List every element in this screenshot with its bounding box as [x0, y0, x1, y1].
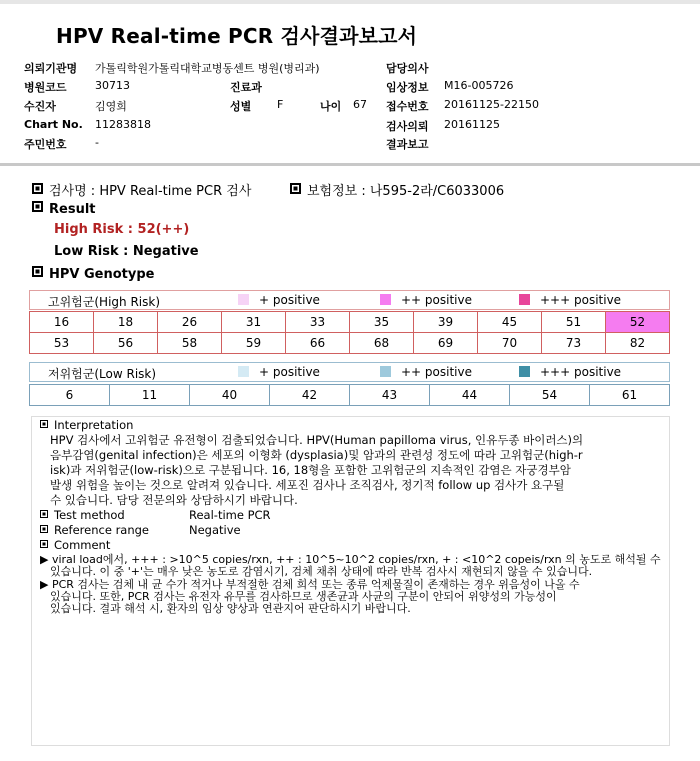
dept-label: 진료과 [230, 81, 262, 94]
high-risk-genotype-table [29, 311, 670, 354]
genotype-cell: 56 [94, 333, 158, 354]
genotype-cell: 68 [350, 333, 414, 354]
comment-heading-line [40, 538, 110, 553]
doctor-label: 담당의사 [386, 62, 429, 75]
comment-line: ▶ PCR 검사는 검체 내 균 수가 적거나 부적절한 검체 희석 또는 종류 억제물질이 존재하는 경우 위음성이 나올 수 [40, 578, 580, 591]
request-value: 20161125 [444, 118, 500, 131]
id-value: - [95, 136, 99, 149]
genotype-cell: 58 [158, 333, 222, 354]
genotype-cell: 66 [286, 333, 350, 354]
low-risk-legend-bar [29, 362, 670, 382]
legend-swatch [519, 294, 530, 305]
legend-swatch [519, 366, 530, 377]
insurance-line [290, 180, 504, 199]
genotype-cell: 73 [542, 333, 606, 354]
genotype-cell: 40 [190, 385, 270, 406]
table-row [30, 385, 670, 406]
genotype-heading-line [32, 266, 154, 282]
requester-value: 가톨릭학원가톨릭대학교병동센트 병원(병리과) [95, 62, 320, 75]
bullet-square-icon [40, 510, 48, 518]
result-heading: Result [49, 202, 96, 217]
genotype-cell: 43 [350, 385, 430, 406]
bullet-square-icon [32, 266, 43, 277]
genotype-cell: 16 [30, 312, 94, 333]
reference-label: Reference range [54, 523, 150, 537]
id-label: 주민번호 [24, 138, 67, 151]
genotype-cell: 59 [222, 333, 286, 354]
interpretation-line: 음부감염(genital infection)은 세포의 이형화 (dysplasia)및 암과의 관련성 정도에 따라 고위험군(high-r [50, 448, 583, 462]
bullet-square-icon [290, 183, 301, 194]
genotype-cell: 33 [286, 312, 350, 333]
genotype-cell: 42 [270, 385, 350, 406]
interpretation-heading-line [40, 418, 133, 433]
age-value: 67 [353, 98, 367, 111]
chart-no-value: 11283818 [95, 118, 151, 131]
interpretation-line: isk)과 저위험군(low-risk)으로 구분됩니다. 16, 18형을 포함한 고위험군의 지속적인 감염은 자궁경부암 [50, 463, 571, 477]
high-risk-group-label: 고위험군(High Risk) [48, 295, 160, 309]
comment-line: 있습니다. 결과 해석 시, 환자의 임상 양상과 연관지어 판단하시기 바랍니다. [50, 602, 411, 615]
bullet-square-icon [32, 201, 43, 212]
report-label: 결과보고 [386, 138, 429, 151]
comment-heading: Comment [54, 538, 111, 552]
legend-plus-plus-plus: +++ positive [519, 293, 621, 307]
interpretation-line: 수 있습니다. 담당 전문의와 상담하시기 바랍니다. [50, 493, 298, 507]
genotype-cell: 53 [30, 333, 94, 354]
genotype-cell: 11 [110, 385, 190, 406]
genotype-cell: 35 [350, 312, 414, 333]
high-risk-result: High Risk : 52(++) [54, 222, 190, 237]
legend-plus-plus: ++ positive [380, 293, 472, 307]
bullet-square-icon [40, 540, 48, 548]
genotype-cell: 26 [158, 312, 222, 333]
genotype-cell-positive: 52 [606, 312, 670, 333]
genotype-cell: 31 [222, 312, 286, 333]
genotype-cell: 51 [542, 312, 606, 333]
test-name: 검사명 : HPV Real-time PCR 검사 [49, 184, 252, 199]
hospital-code-value: 30713 [95, 79, 130, 92]
genotype-cell: 69 [414, 333, 478, 354]
legend-swatch [380, 294, 391, 305]
genotype-heading: HPV Genotype [49, 267, 155, 282]
genotype-cell: 39 [414, 312, 478, 333]
bullet-square-icon [32, 183, 43, 194]
test-method-line [40, 508, 125, 523]
age-label: 나이 [320, 100, 342, 113]
interpretation-line: 발생 위험을 높이는 것으로 알려져 있습니다. 세포진 검사나 조직검사, 정기적 follow up 검사가 요구될 [50, 478, 565, 492]
bullet-square-icon [40, 420, 48, 428]
requester-label: 의뢰기관명 [24, 62, 78, 75]
comment-line: 있습니다. 이 중 '+'는 매우 낮은 농도로 감염시기, 검체 채취 상태에 따라 반복 검사시 재현되지 않을 수 있습니다. [50, 565, 593, 578]
collector-label: 수진자 [24, 100, 56, 113]
test-name-line [32, 180, 251, 199]
result-heading-line [32, 201, 96, 217]
comment-line: ▶ viral load에서, +++ : >10^5 copies/rxn, ++ : 10^5~10^2 copies/rxn, + : <10^2 copeis/rxn 의 농도로 해석될 수 [40, 553, 661, 566]
legend-swatch [238, 294, 249, 305]
legend-plus-plus-plus: +++ positive [519, 365, 621, 379]
legend-swatch [238, 366, 249, 377]
bullet-square-icon [40, 525, 48, 533]
genotype-cell: 82 [606, 333, 670, 354]
high-risk-legend-bar [29, 290, 670, 310]
legend-plus-plus: ++ positive [380, 365, 472, 379]
low-risk-group-label: 저위험군(Low Risk) [48, 367, 157, 381]
reference-value: Negative [189, 523, 241, 537]
genotype-cell: 54 [510, 385, 590, 406]
low-risk-result: Low Risk : Negative [54, 244, 199, 259]
sex-value: F [277, 98, 284, 111]
sex-label: 성별 [230, 100, 252, 113]
receipt-value: 20161125-22150 [444, 98, 539, 111]
top-border [0, 0, 700, 4]
reference-line [40, 523, 149, 538]
hospital-code-label: 병원코드 [24, 81, 67, 94]
legend-plus: + positive [238, 293, 320, 307]
genotype-cell: 45 [478, 312, 542, 333]
genotype-cell: 18 [94, 312, 158, 333]
patient-header [24, 56, 684, 151]
genotype-cell: 70 [478, 333, 542, 354]
chart-no-label: Chart No. [24, 118, 83, 131]
legend-plus: + positive [238, 365, 320, 379]
table-row [30, 333, 670, 354]
comment-line: 있습니다. 또한, PCR 검사는 유전자 유무를 검사하므로 생존균과 사균의 구분이 안되어 위양성의 가능성이 [50, 590, 557, 603]
legend-swatch [380, 366, 391, 377]
genotype-cell: 61 [590, 385, 670, 406]
report-title: HPV Real-time PCR 검사결과보고서 [56, 24, 418, 48]
receipt-label: 접수번호 [386, 100, 429, 113]
table-row [30, 312, 670, 333]
clinical-value: M16-005726 [444, 79, 514, 92]
low-risk-genotype-table [29, 384, 670, 406]
genotype-cell: 6 [30, 385, 110, 406]
genotype-cell: 44 [430, 385, 510, 406]
header-separator [0, 163, 700, 166]
interpretation-line: HPV 검사에서 고위험군 유전형이 검출되었습니다. HPV(Human papilloma virus, 인유두종 바이러스)의 [50, 433, 584, 447]
interpretation-heading: Interpretation [54, 418, 134, 432]
request-label: 검사의뢰 [386, 120, 429, 133]
insurance-info: 보험정보 : 나595-2라/C6033006 [307, 184, 505, 199]
collector-value: 김영희 [95, 100, 127, 113]
test-method-value: Real-time PCR [189, 508, 271, 522]
clinical-label: 임상정보 [386, 81, 429, 94]
test-method-label: Test method [54, 508, 125, 522]
